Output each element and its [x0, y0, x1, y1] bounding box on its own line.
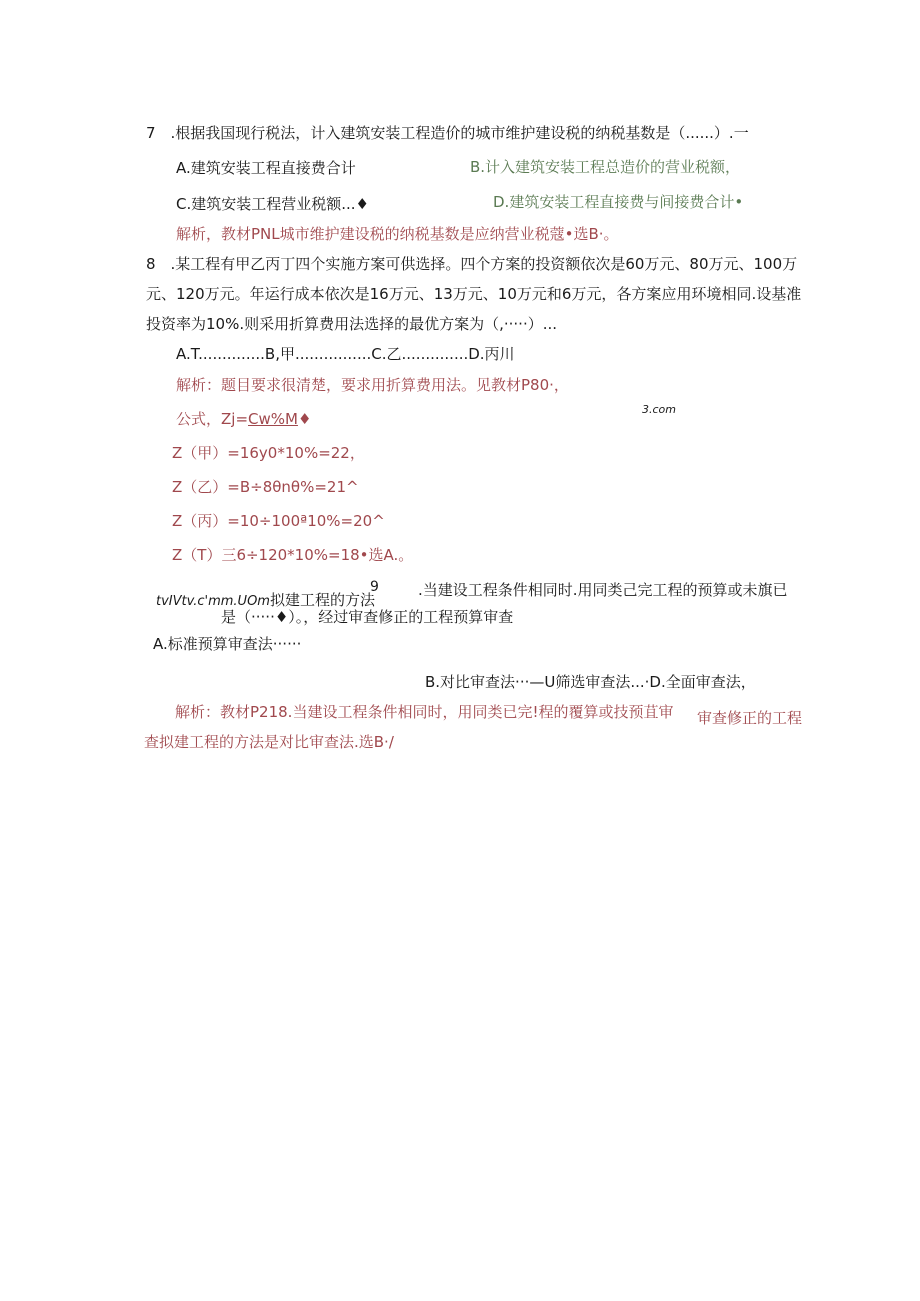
q9-prefix-text: 拟建工程的方法 [269, 591, 375, 609]
q9-stem-part1: .当建设工程条件相同时.用同类己完工程的预算或未旗已 [418, 581, 788, 599]
q7-option-a: A.建筑安装工程直接费合计 [176, 159, 356, 177]
q8-calc-ding: Z（T）三6÷120*10%=18•选A.。 [172, 546, 414, 564]
q9-stem-part2: 是（·····♦）。，经过审查修正的工程预算审查 [221, 608, 514, 626]
q7-option-d: D.建筑安装工程直接费与间接费合计• [493, 193, 744, 211]
q8-options: A.T..............B,甲................C.乙..............D.丙川 [176, 345, 515, 363]
q8-calc-yi: Z（乙）=B÷8θnθ%=21^ [172, 478, 359, 496]
q7-stem: 7 .根据我国现行税法，计入建筑安装工程造价的城市维护建设税的纳税基数是（......）.一 [146, 124, 749, 142]
q8-calc-bing: Z（丙）=10÷100ª10%=20^ [172, 512, 385, 530]
q8-stem-line1: 8 .某工程有甲乙丙丁四个实施方案可供选择。四个方案的投资额依次是60万元、80万元、100万 [146, 255, 798, 273]
q9-option-a: A.标准预算审查法······ [153, 635, 302, 653]
q9-prefix-garbled: tvIVtv.c'mm.UOm [156, 594, 270, 609]
q8-stem-line2: 元、120万元。年运行成本依次是16万元、13万元、10万元和6万元，各方案应用环境相同.设基准 [146, 285, 802, 303]
q8-formula-main: Cw%M [248, 410, 298, 428]
q7-option-b: B.计入建筑安装工程总造价的营业税额， [470, 158, 741, 176]
q8-formula-prefix: 公式，Zj= [176, 410, 249, 428]
q9-analysis-line1: 解析：教材P218.当建设工程条件相同时，用同类已完!程的覆算或技预苴审 [175, 703, 674, 721]
q7-analysis: 解析，教材PNL城市维护建设税的纳税基数是应纳营业税蔻•选B·。 [176, 225, 619, 243]
q7-option-c: C.建筑安装工程营业税额...♦ [176, 195, 369, 213]
q8-analysis: 解析：题目要求很清楚，要求用折算费用法。见教材P80·， [176, 376, 569, 394]
q8-formula-suffix: ♦ [297, 410, 312, 428]
q8-stem-line3: 投资率为10%.则采用折算费用法选择的最优方案为（,·····）... [146, 315, 558, 333]
q8-calc-jia: Z（甲）=16y0*10%=22， [172, 444, 365, 462]
q9-options-bcd: B.对比审查法···—U筛选审查法...·D.全面审查法， [425, 673, 756, 691]
q9-analysis-right: 审查修正的工程 [697, 709, 803, 727]
q9-prefix [156, 593, 375, 608]
q9-analysis-line2: 查拟建工程的方法是对比审查法.选B·/ [144, 733, 394, 751]
watermark-text: 3.com [642, 403, 676, 416]
q9-number: 9 [370, 579, 379, 595]
q8-formula [176, 412, 311, 427]
